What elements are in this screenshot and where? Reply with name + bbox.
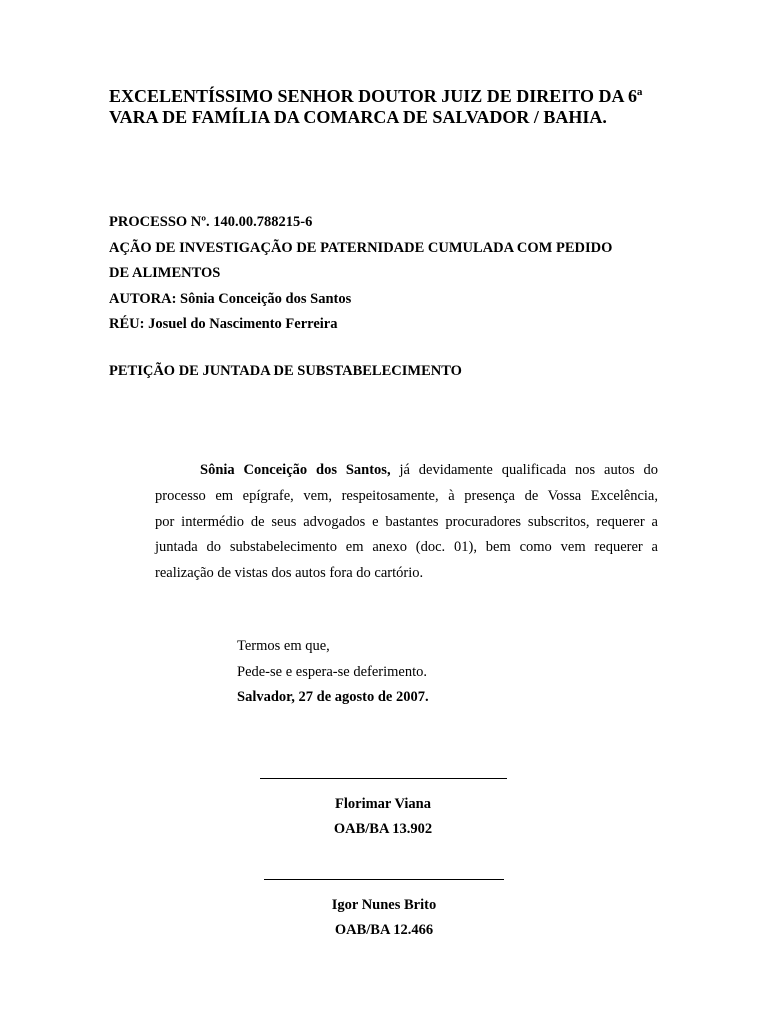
body-line-1-text: já devidamente qualificada nos autos do: [390, 462, 658, 478]
addressee-line-2: VARA DE FAMÍLIA DA COMARCA DE SALVADOR / BAHIA.: [109, 107, 607, 127]
signature-block-2: [254, 879, 514, 943]
signature-line: [264, 879, 504, 880]
signature-line: [260, 778, 507, 779]
closing-request: Pede-se e espera-se deferimento.: [237, 663, 428, 680]
signatory-oab: OAB/BA 13.902: [333, 821, 433, 837]
process-number: PROCESSO Nº. 140.00.788215-6: [109, 214, 313, 230]
body-line-5: realização de vistas dos autos fora do cartório.: [155, 565, 424, 582]
body-paragraph: [155, 458, 658, 587]
closing-block: [237, 634, 429, 711]
closing-terms: Termos em que,: [237, 638, 330, 654]
body-line-4: juntada do substabelecimento em anexo (doc. 01), bem como vem requerer a: [155, 539, 658, 556]
plaintiff: AUTORA: Sônia Conceição dos Santos: [109, 290, 352, 307]
petition-title: PETIÇÃO DE JUNTADA DE SUBSTABELECIMENTO: [109, 363, 462, 379]
addressee-line-1: EXCELENTÍSSIMO SENHOR DOUTOR JUIZ DE DIREITO DA 6ª: [109, 86, 643, 106]
addressee-heading: [109, 86, 669, 128]
party-name: Sônia Conceição dos Santos,: [200, 462, 391, 478]
body-line-3: por intermédio de seus advogados e bastantes procuradores subscritos, requerer a: [155, 513, 658, 530]
body-line-1: [155, 458, 658, 484]
place-date: Salvador, 27 de agosto de 2007.: [237, 689, 429, 705]
body-line-2: processo em epígrafe, vem, respeitosamente, à presença de Vossa Excelência,: [155, 487, 658, 504]
defendant: RÉU: Josuel do Nascimento Ferreira: [109, 316, 338, 332]
action-type-line-1: AÇÃO DE INVESTIGAÇÃO DE PATERNIDADE CUMULADA COM PEDIDO: [109, 239, 613, 256]
case-info: [109, 210, 669, 338]
signatory-name: Florimar Viana: [335, 796, 431, 812]
action-type-line-2: DE ALIMENTOS: [109, 265, 221, 281]
signatory-name: Igor Nunes Brito: [331, 897, 437, 913]
signatory-oab: OAB/BA 12.466: [334, 922, 434, 938]
signature-block-1: [253, 778, 513, 842]
